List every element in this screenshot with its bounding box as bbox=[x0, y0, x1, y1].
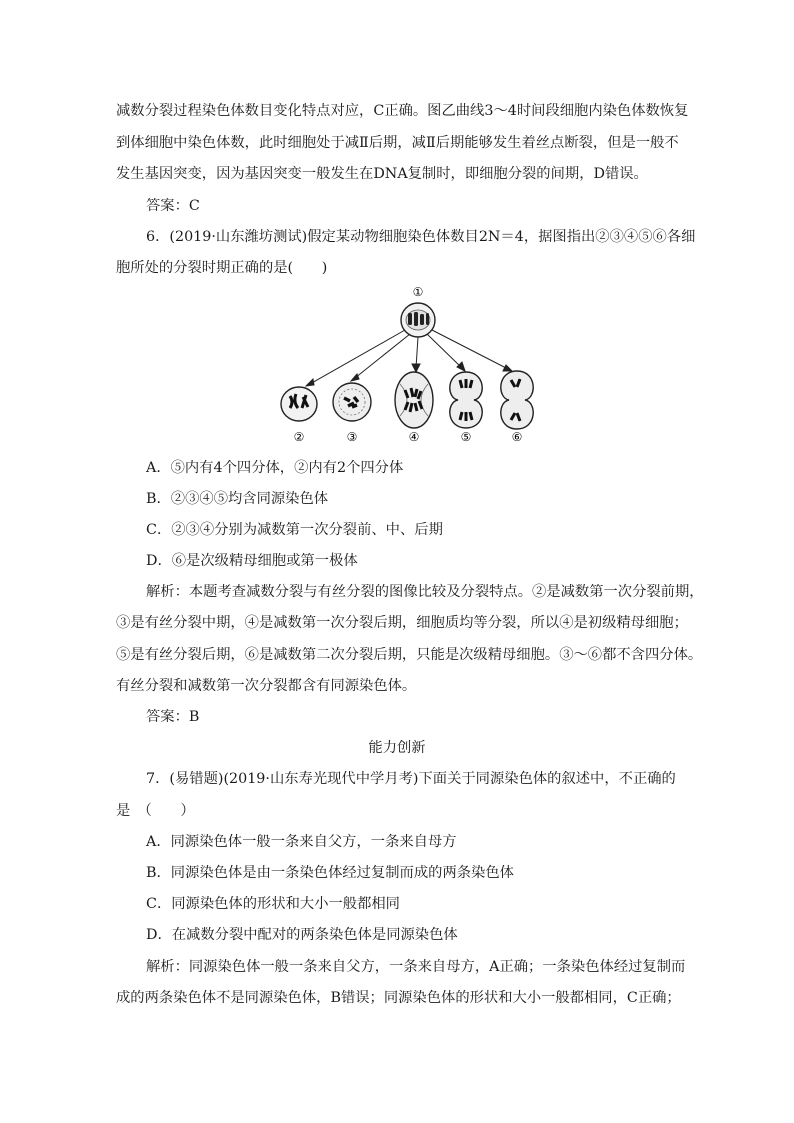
cell-4-diagram bbox=[395, 372, 433, 428]
question-6-stem: 6．(2019·山东潍坊测试)假定某动物细胞染色体数目2N＝4，据图指出②③④⑤⑥各细 bbox=[146, 229, 696, 245]
analysis-line: ⑤是有丝分裂后期，⑥是减数第二次分裂后期，只能是次级精母细胞。③～⑥都不含四分体。 bbox=[116, 647, 703, 663]
figure-label-1: ① bbox=[412, 285, 424, 299]
question-6-stem: 胞所处的分裂时期正确的是( ) bbox=[116, 260, 328, 276]
analysis-line: 解析：本题考查减数分裂与有丝分裂的图像比较及分裂特点。②是减数第一次分裂前期， bbox=[146, 584, 704, 600]
option-a: A．⑤内有4个四分体，②内有2个四分体 bbox=[146, 460, 404, 476]
parent-cell-diagram bbox=[401, 303, 435, 337]
figure-label-2: ② bbox=[293, 430, 305, 444]
analysis-line: ③是有丝分裂中期，④是减数第一次分裂后期，细胞质均等分裂，所以④是初级精母细胞； bbox=[116, 615, 688, 631]
option-d: D．⑥是次级精母细胞或第一极体 bbox=[146, 553, 358, 569]
cell-2-diagram bbox=[281, 387, 317, 421]
figure-label-6: ⑥ bbox=[511, 430, 523, 444]
analysis-line: 解析：同源染色体一般一条来自父方，一条来自母方，A正确；一条染色体经过复制而 bbox=[146, 959, 686, 975]
paragraph-line: 减数分裂过程染色体数目变化特点对应，C正确。图乙曲线3～4时间段细胞内染色体数恢复 bbox=[116, 103, 689, 119]
cell-6-diagram bbox=[501, 371, 533, 429]
answer-line: 答案：B bbox=[146, 709, 200, 725]
option-b: B．②③④⑤均含同源染色体 bbox=[146, 491, 329, 507]
paragraph-line: 发生基因突变，因为基因突变一般发生在DNA复制时，即细胞分裂的间期，D错误。 bbox=[116, 166, 648, 182]
option-c: C．②③④分别为减数第一次分裂前、中、后期 bbox=[146, 522, 443, 538]
cell-5-diagram bbox=[450, 372, 482, 428]
analysis-line: 成的两条染色体不是同源染色体，B错误；同源染色体的形状和大小一般都相同，C正确； bbox=[116, 990, 681, 1006]
division-arrows bbox=[306, 330, 512, 386]
option-b: B．同源染色体是由一条染色体经过复制而成的两条染色体 bbox=[146, 865, 514, 881]
answer-line: 答案：C bbox=[146, 198, 200, 214]
question-7-stem: 是 （ ） bbox=[116, 803, 195, 819]
paragraph-line: 到体细胞中染色体数，此时细胞处于减Ⅱ后期，减Ⅱ后期能够发生着丝点断裂，但是一般不 bbox=[116, 135, 679, 151]
figure-label-4: ④ bbox=[408, 430, 420, 444]
analysis-line: 有丝分裂和减数第一次分裂都含有同源染色体。 bbox=[116, 678, 417, 694]
cell-3-diagram bbox=[333, 383, 371, 421]
option-d: D．在减数分裂中配对的两条染色体是同源染色体 bbox=[146, 927, 458, 943]
figure-label-3: ③ bbox=[346, 430, 358, 444]
option-a: A．同源染色体一般一条来自父方，一条来自母方 bbox=[146, 834, 457, 850]
figure-label-5: ⑤ bbox=[460, 430, 472, 444]
question-7-stem: 7．(易错题)(2019·山东寿光现代中学月考)下面关于同源染色体的叙述中，不正确的 bbox=[146, 771, 676, 787]
section-title: 能力创新 bbox=[368, 740, 426, 756]
option-c: C．同源染色体的形状和大小一般都相同 bbox=[146, 896, 400, 912]
